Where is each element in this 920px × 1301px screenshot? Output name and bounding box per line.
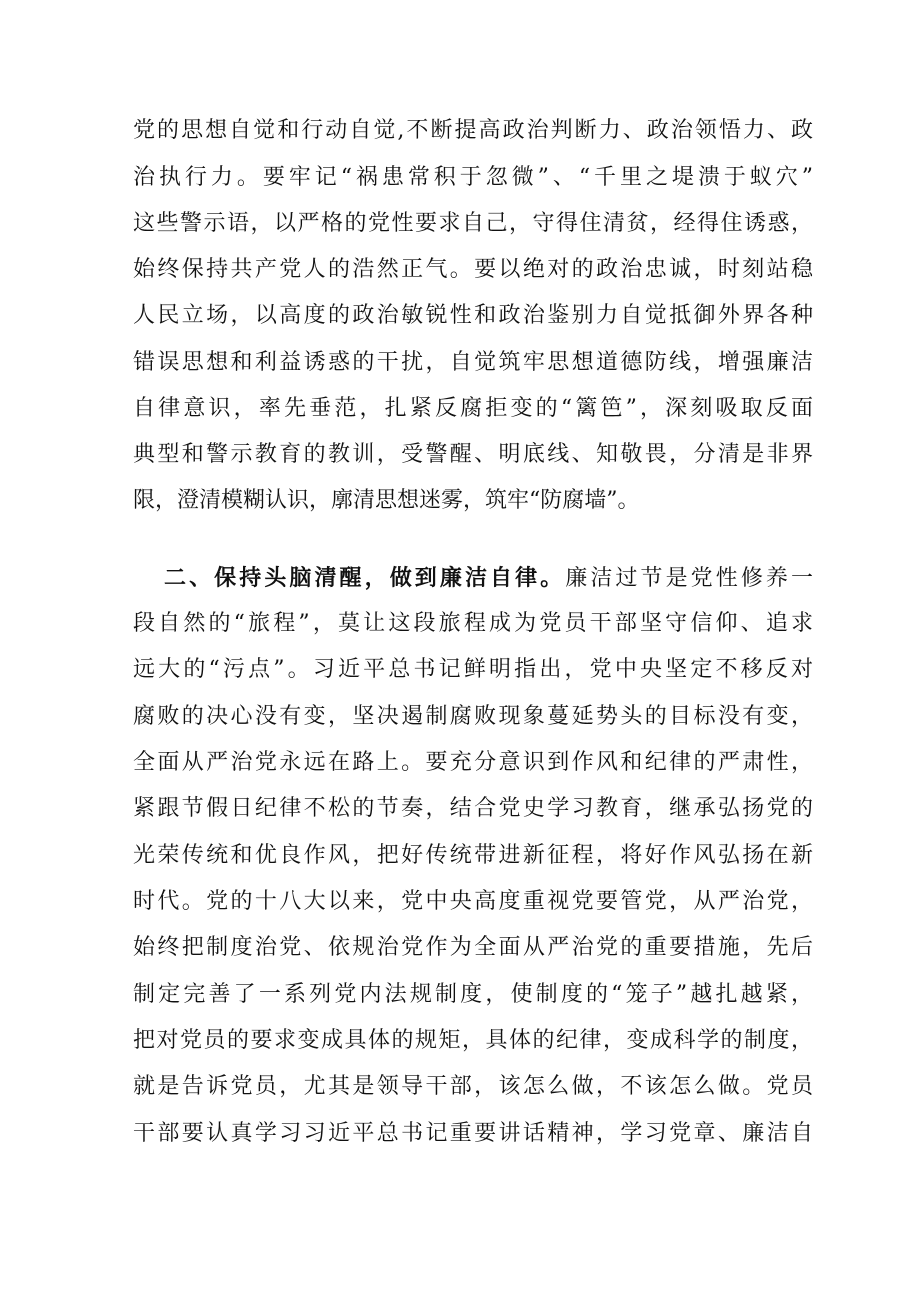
paragraph-1-line: 错误思想和利益诱惑的干扰，自觉筑牢思想道德防线，增强廉洁: [133, 350, 813, 375]
paragraph-2-first-line: [164, 560, 813, 596]
paragraph-2-line: 全面从严治党永远在路上。要充分意识到作风和纪律的严肃性，: [133, 750, 813, 775]
paragraph-1-line: 自律意识，率先垂范，扎紧反腐拒变的“篱笆”，深刻吸取反面: [133, 396, 813, 421]
paragraph-2-line: 干部要认真学习习近平总书记重要讲话精神，学习党章、廉洁自: [133, 1121, 813, 1146]
paragraph-1-line: 典型和警示教育的教训，受警醒、明底线、知敬畏，分清是非界: [133, 442, 813, 467]
paragraph-2-line: 制定完善了一系列党内法规制度，使制度的“笼子”越扎越紧，: [133, 982, 813, 1007]
paragraph-2-line: 段自然的“旅程”，莫让这段旅程成为党员干部坚守信仰、追求: [133, 611, 813, 636]
paragraph-2-line: 光荣传统和优良作风，把好传统带进新征程，将好作风弘扬在新: [133, 843, 813, 868]
paragraph-2-line: 把对党员的要求变成具体的规矩，具体的纪律，变成科学的制度，: [133, 1028, 813, 1053]
paragraph-2-first-line-text: 廉洁过节是党性修养一: [565, 566, 813, 591]
paragraph-1-line: 限，澄清模糊认识，廓清思想迷雾，筑牢“防腐墙”。: [133, 488, 640, 513]
paragraph-2-line: 腐败的决心没有变，坚决遏制腐败现象蔓延势头的目标没有变，: [133, 704, 813, 729]
paragraph-2-line: 时代。党的十八大以来，党中央高度重视党要管党，从严治党，: [133, 889, 813, 914]
paragraph-1-line: 治执行力。要牢记“祸患常积于忽微”、“千里之堤溃于蚁穴”: [133, 165, 813, 190]
section-heading: 二、保持头脑清醒，做到廉洁自律。: [164, 565, 566, 591]
paragraph-1-line: 人民立场，以高度的政治敏锐性和政治鉴别力自觉抵御外界各种: [133, 303, 813, 328]
paragraph-2-line: 就是告诉党员，尤其是领导干部，该怎么做，不该怎么做。党员: [133, 1074, 813, 1099]
paragraph-1-line: 这些警示语，以严格的党性要求自己，守得住清贫，经得住诱惑，: [133, 211, 813, 236]
paragraph-2-line: 紧跟节假日纪律不松的节奏，结合党史学习教育，继承弘扬党的: [133, 796, 813, 821]
paragraph-2-line: 远大的“污点”。习近平总书记鲜明指出，党中央坚定不移反对: [133, 657, 813, 682]
paragraph-1-line: 党的思想自觉和行动自觉,不断提高政治判断力、政治领悟力、政: [133, 118, 813, 143]
paragraph-1-line: 始终保持共产党人的浩然正气。要以绝对的政治忠诚，时刻站稳: [133, 257, 813, 282]
paragraph-2-line: 始终把制度治党、依规治党作为全面从严治党的重要措施，先后: [133, 935, 813, 960]
